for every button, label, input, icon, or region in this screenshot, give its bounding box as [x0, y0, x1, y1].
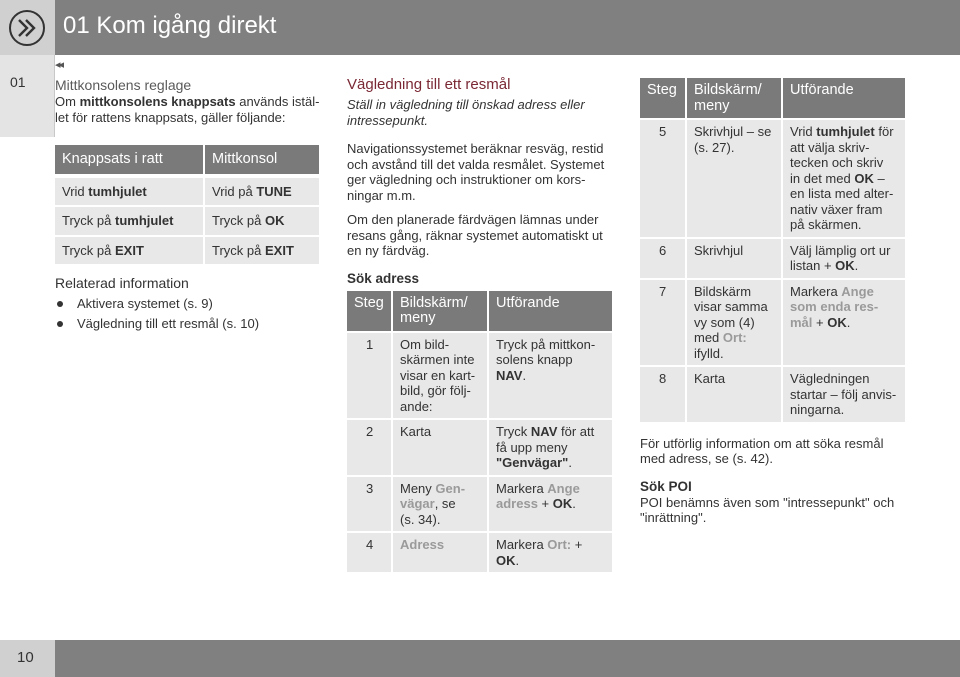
paragraph-beraknar: Navigationssystemet beräknar resväg, restid och avstånd till det valda resmålet. Systemet ger vägledning och instruktioner om kors- ningar m.m. [347, 141, 605, 203]
step-action: Välj lämplig ort ur listan + OK. [783, 237, 905, 278]
column-mittkonsol [55, 58, 320, 334]
column-steps-continued [640, 78, 908, 526]
page-footer [0, 640, 960, 677]
step-number: 8 [640, 365, 687, 422]
header-steg: Steg [347, 291, 393, 331]
table-row [347, 418, 612, 475]
related-info-title: Relaterad information [55, 275, 189, 291]
step-screen: Adress [393, 531, 489, 572]
intro-paragraph: Om mittkonsolens knappsats används istäl- let för rattens knappsats, gäller följande: [55, 94, 320, 125]
table-row [640, 278, 905, 366]
step-screen: Skrivhjul [687, 237, 783, 278]
page-number-box [0, 640, 55, 677]
subtitle: Ställ in vägledning till önskad adress eller intressepunkt. [347, 97, 585, 128]
sok-poi-title: Sök POI [640, 478, 692, 494]
step-screen: Karta [393, 418, 489, 475]
info-paragraph: För utförlig information om att söka resmål med adress, se (s. 42). [640, 435, 884, 466]
header-utforande: Utförande [783, 78, 905, 118]
page-title: 01 Kom igång direkt [63, 12, 277, 39]
step-number: 1 [347, 331, 393, 419]
controls-table [55, 145, 319, 264]
step-number: 7 [640, 278, 687, 366]
back-arrows-icon: ◂◂ [55, 59, 63, 71]
poi-paragraph: POI benämns även som "intressepunkt" och "inrättning". [640, 494, 895, 525]
step-number: 6 [640, 237, 687, 278]
table-row [347, 475, 612, 532]
header-knappsats: Knappsats i ratt [55, 145, 205, 176]
related-link-aktivera[interactable]: Aktivera systemet (s. 9) [55, 294, 320, 314]
table-row [640, 365, 905, 422]
table-cell: Vrid på TUNE [205, 176, 319, 206]
page-number: 10 [17, 649, 34, 666]
section-title-vagledning: Vägledning till ett resmål [347, 76, 511, 93]
step-screen: Bildskärm visar samma vy som (4) med Ort: ifylld. [687, 278, 783, 366]
table-cell: Tryck på EXIT [205, 235, 319, 265]
table-header-row [55, 145, 319, 176]
table-row [640, 237, 905, 278]
step-screen: Meny Gen- vägar, se (s. 34). [393, 475, 489, 532]
step-action: Markera Ort: + OK. [489, 531, 612, 572]
header-utforande: Utförande [489, 291, 612, 331]
step-action: Vägledningen startar – följ anvis- ningarna. [783, 365, 905, 422]
sok-adress-title: Sök adress [347, 270, 420, 286]
table-header-row [347, 291, 612, 331]
paragraph-ny-fardvag: Om den planerade färdvägen lämnas under resans gång, räknar systemet automatiskt ut en ny färdväg. [347, 212, 603, 258]
table-row [55, 205, 319, 235]
step-action: Markera Ange adress + OK. [489, 475, 612, 532]
step-number: 5 [640, 118, 687, 237]
chapter-tab [0, 55, 55, 137]
step-screen: Om bild- skärmen inte visar en kart- bild, gör följ- ande: [393, 331, 489, 419]
table-cell: Vrid tumhjulet [55, 176, 205, 206]
section-title-mittkonsol: Mittkonsolens reglage [55, 77, 192, 93]
step-action: Tryck på mittkon- solens knapp NAV. [489, 331, 612, 419]
table-cell: Tryck på EXIT [55, 235, 205, 265]
fast-forward-icon [8, 9, 46, 47]
header-bildskarm: Bildskärm/ meny [687, 78, 783, 118]
header-mittkonsol: Mittkonsol [205, 145, 319, 176]
step-screen: Skrivhjul – se (s. 27). [687, 118, 783, 237]
column-vagledning [347, 76, 615, 572]
table-row [347, 531, 612, 572]
table-cell: Tryck på tumhjulet [55, 205, 205, 235]
table-row [55, 176, 319, 206]
header-bildskarm: Bildskärm/ meny [393, 291, 489, 331]
steps-table-2 [640, 78, 905, 422]
steps-table-1 [347, 291, 612, 573]
table-row [55, 235, 319, 265]
step-screen: Karta [687, 365, 783, 422]
step-number: 2 [347, 418, 393, 475]
header-steg: Steg [640, 78, 687, 118]
step-number: 4 [347, 531, 393, 572]
table-row [347, 331, 612, 419]
step-action: Tryck NAV för att få upp meny "Genvägar". [489, 418, 612, 475]
table-header-row [640, 78, 905, 118]
step-action: Vrid tumhjulet för att välja skriv- tecken och skriv in det med OK – en lista med alter- nativ växer fram på skärmen. [783, 118, 905, 237]
table-row [640, 118, 905, 237]
related-info-list [55, 294, 320, 334]
chapter-number: 01 [10, 74, 26, 90]
step-action: Markera Ange som enda res- mål + OK. [783, 278, 905, 366]
table-cell: Tryck på OK [205, 205, 319, 235]
step-number: 3 [347, 475, 393, 532]
chapter-icon-box [0, 0, 55, 55]
page-header [0, 0, 960, 55]
related-link-vagledning[interactable]: Vägledning till ett resmål (s. 10) [55, 314, 320, 334]
